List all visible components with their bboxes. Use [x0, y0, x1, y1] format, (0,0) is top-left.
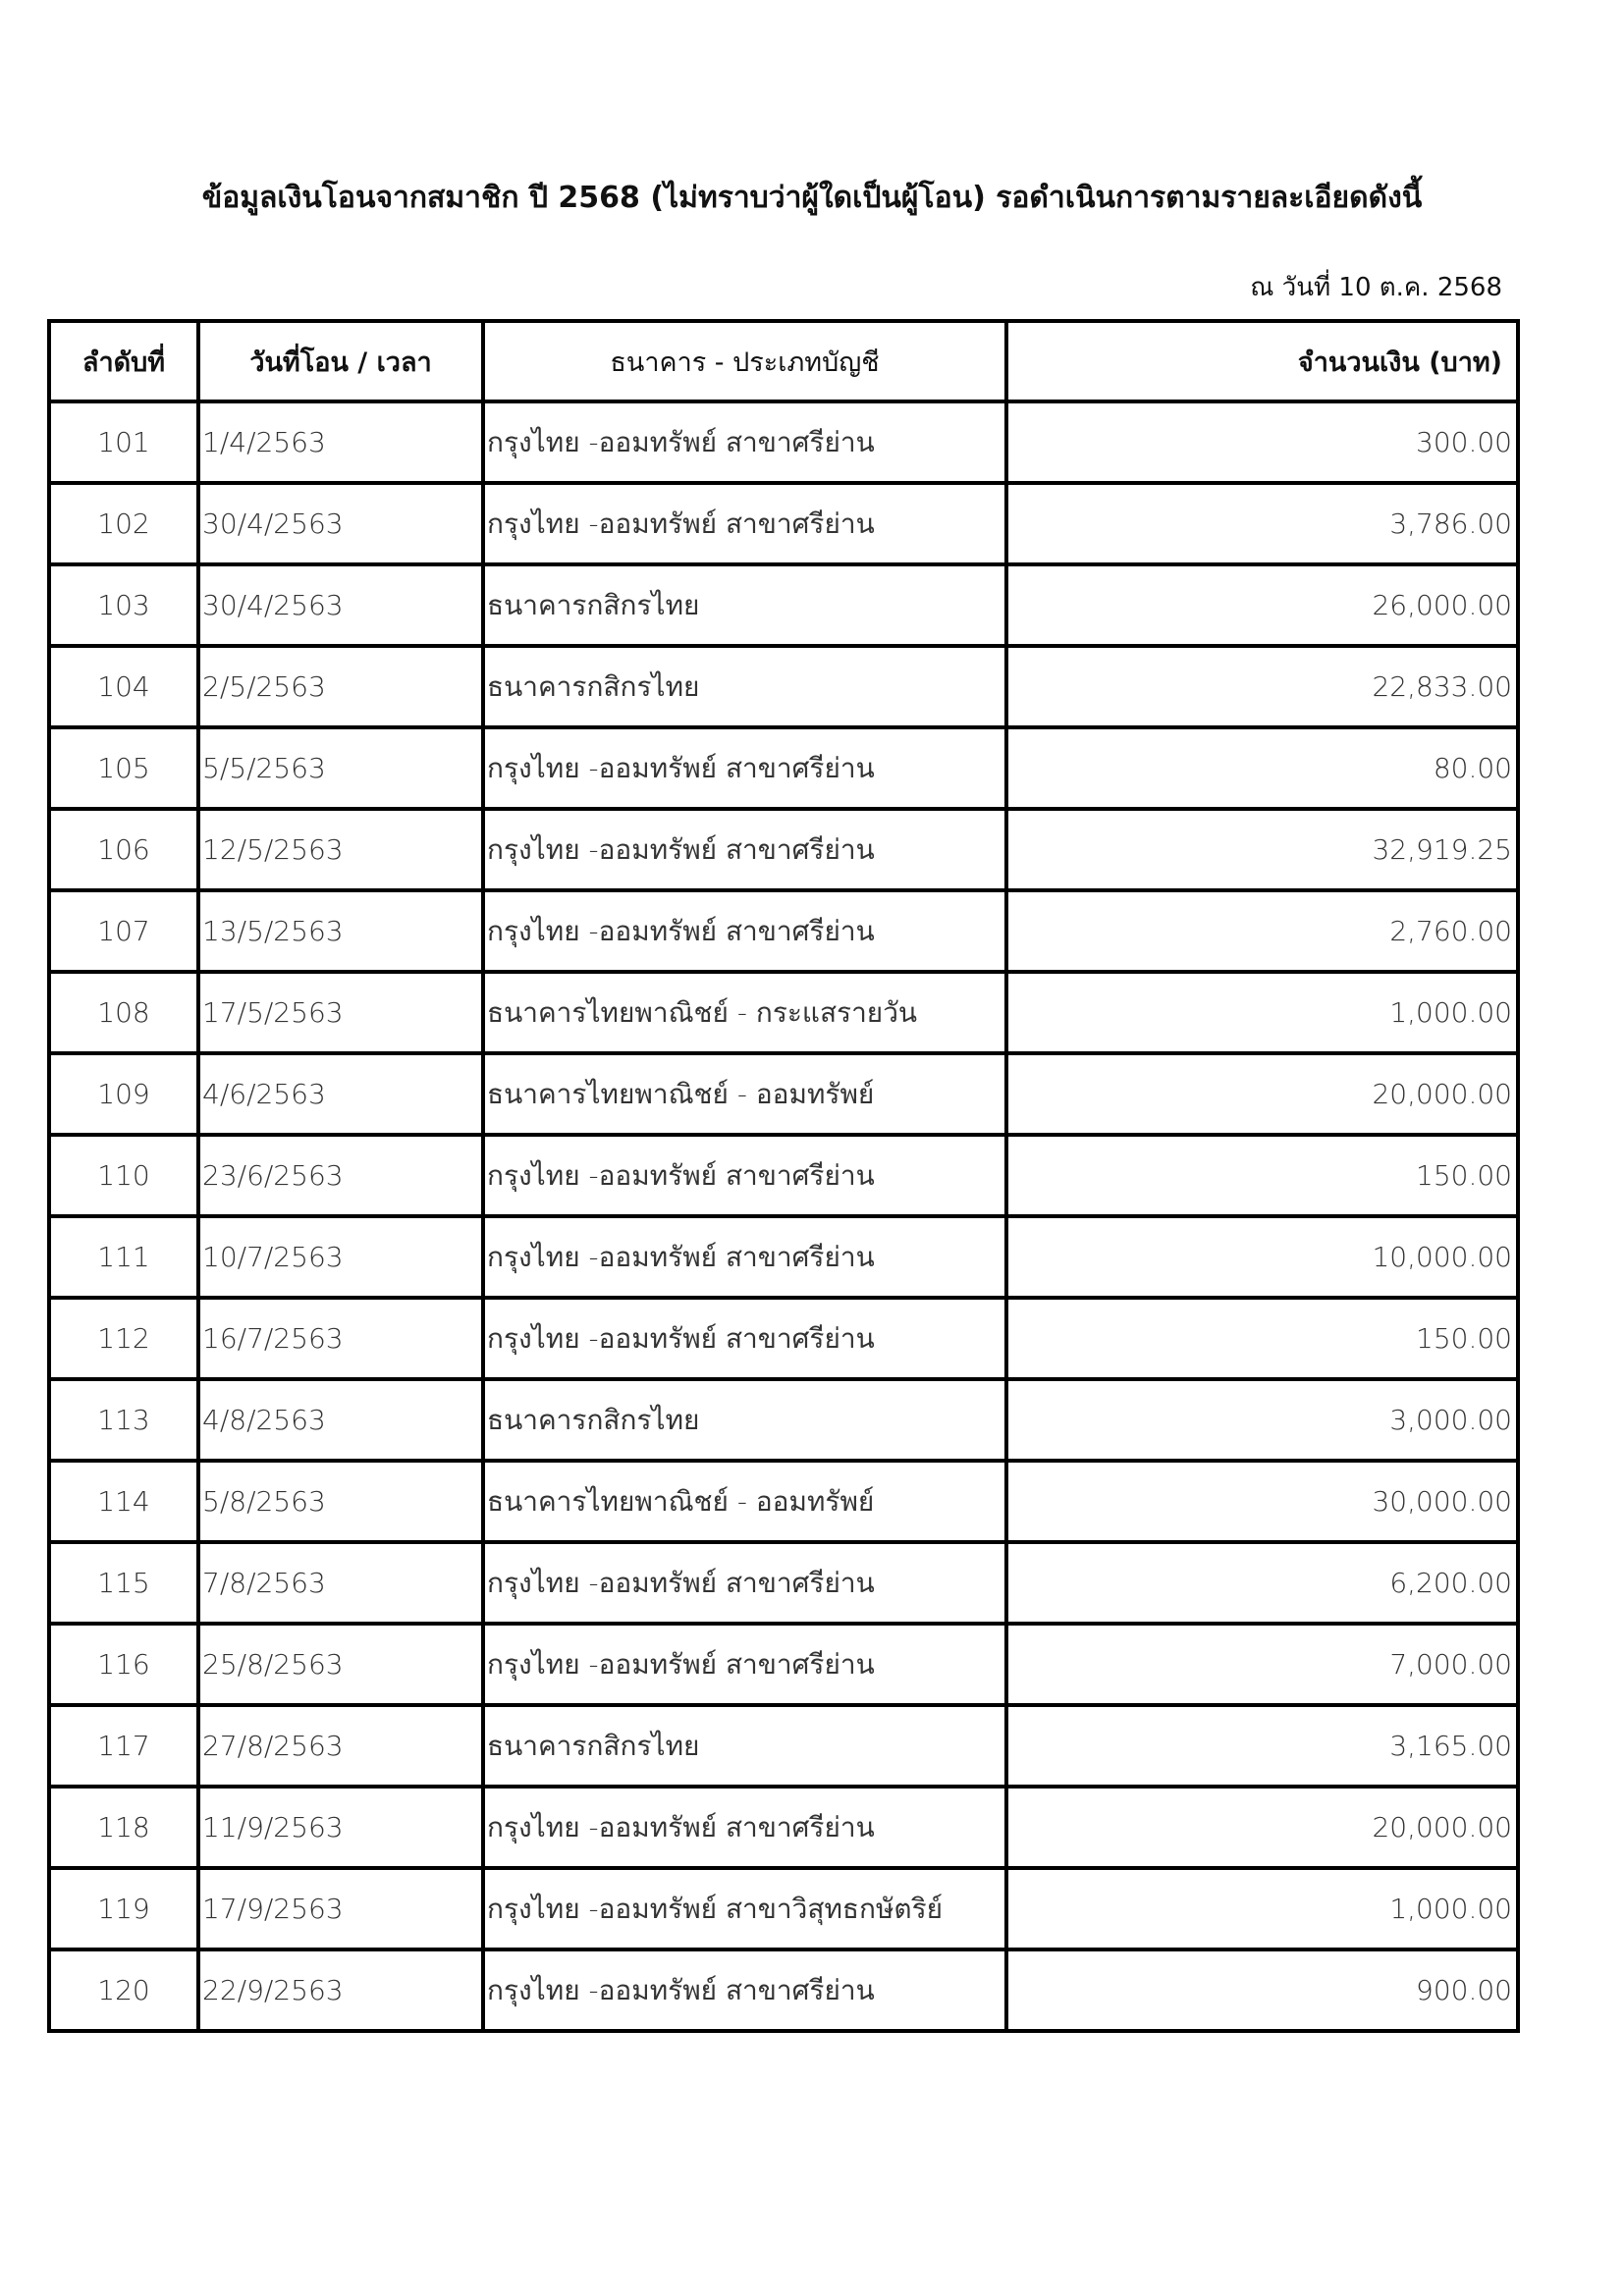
transfer-date: 5/5/2563	[198, 727, 483, 809]
amount: 26,000.00	[1006, 564, 1518, 646]
transfer-date: 13/5/2563	[198, 890, 483, 972]
row-number: 116	[49, 1624, 198, 1705]
row-number: 115	[49, 1542, 198, 1624]
row-number: 119	[49, 1868, 198, 1949]
table-row	[49, 1624, 1518, 1705]
transfer-date: 10/7/2563	[198, 1216, 483, 1298]
transfer-date: 7/8/2563	[198, 1542, 483, 1624]
bank-account-type: ธนาคารไทยพาณิชย์ - กระแสรายวัน	[483, 972, 1006, 1053]
table-row	[49, 646, 1518, 727]
transfer-date: 30/4/2563	[198, 483, 483, 564]
amount: 3,000.00	[1006, 1379, 1518, 1461]
row-number: 102	[49, 483, 198, 564]
table-row	[49, 483, 1518, 564]
bank-account-type: ธนาคารไทยพาณิชย์ - ออมทรัพย์	[483, 1053, 1006, 1135]
amount: 150.00	[1006, 1298, 1518, 1379]
bank-account-type: กรุงไทย -ออมทรัพย์ สาขาศรีย่าน	[483, 727, 1006, 809]
table-row	[49, 1787, 1518, 1868]
transfer-date: 12/5/2563	[198, 809, 483, 890]
amount: 20,000.00	[1006, 1053, 1518, 1135]
table-row	[49, 1298, 1518, 1379]
document-title: ข้อมูลเงินโอนจากสมาชิก ปี 2568 (ไม่ทราบว่าผู้ใดเป็นผู้โอน) รอดำเนินการตามรายละเอียดดังนี้	[201, 181, 1423, 215]
transfer-date: 27/8/2563	[198, 1705, 483, 1787]
table-row	[49, 1379, 1518, 1461]
transfer-date: 1/4/2563	[198, 401, 483, 483]
bank-account-type: ธนาคารกสิกรไทย	[483, 1705, 1006, 1787]
table-row	[49, 1053, 1518, 1135]
row-number: 101	[49, 401, 198, 483]
row-number: 104	[49, 646, 198, 727]
bank-account-type: กรุงไทย -ออมทรัพย์ สาขาวิสุทธกษัตริย์	[483, 1868, 1006, 1949]
table-row	[49, 972, 1518, 1053]
bank-account-type: กรุงไทย -ออมทรัพย์ สาขาศรีย่าน	[483, 1216, 1006, 1298]
table-row	[49, 1542, 1518, 1624]
transfer-date: 22/9/2563	[198, 1949, 483, 2031]
row-number: 114	[49, 1461, 198, 1542]
table-row	[49, 1461, 1518, 1542]
transfer-date: 23/6/2563	[198, 1135, 483, 1216]
transfer-date: 16/7/2563	[198, 1298, 483, 1379]
row-number: 111	[49, 1216, 198, 1298]
amount: 300.00	[1006, 401, 1518, 483]
amount: 7,000.00	[1006, 1624, 1518, 1705]
table-row	[49, 1868, 1518, 1949]
bank-account-type: กรุงไทย -ออมทรัพย์ สาขาศรีย่าน	[483, 1787, 1006, 1868]
header-date: วันที่โอน / เวลา	[198, 321, 483, 401]
transfer-table	[47, 319, 1520, 2033]
amount: 150.00	[1006, 1135, 1518, 1216]
bank-account-type: กรุงไทย -ออมทรัพย์ สาขาศรีย่าน	[483, 1542, 1006, 1624]
amount: 1,000.00	[1006, 1868, 1518, 1949]
row-number: 106	[49, 809, 198, 890]
bank-account-type: กรุงไทย -ออมทรัพย์ สาขาศรีย่าน	[483, 401, 1006, 483]
header-no: ลำดับที่	[49, 321, 198, 401]
amount: 1,000.00	[1006, 972, 1518, 1053]
amount: 2,760.00	[1006, 890, 1518, 972]
amount: 3,165.00	[1006, 1705, 1518, 1787]
row-number: 109	[49, 1053, 198, 1135]
table-row	[49, 1216, 1518, 1298]
bank-account-type: กรุงไทย -ออมทรัพย์ สาขาศรีย่าน	[483, 1624, 1006, 1705]
bank-account-type: ธนาคารกสิกรไทย	[483, 564, 1006, 646]
bank-account-type: กรุงไทย -ออมทรัพย์ สาขาศรีย่าน	[483, 890, 1006, 972]
row-number: 120	[49, 1949, 198, 2031]
row-number: 113	[49, 1379, 198, 1461]
amount: 30,000.00	[1006, 1461, 1518, 1542]
table-row	[49, 1705, 1518, 1787]
table-row	[49, 1135, 1518, 1216]
amount: 32,919.25	[1006, 809, 1518, 890]
transfer-date: 11/9/2563	[198, 1787, 483, 1868]
table-row	[49, 890, 1518, 972]
amount: 6,200.00	[1006, 1542, 1518, 1624]
table-row	[49, 1949, 1518, 2031]
amount: 3,786.00	[1006, 483, 1518, 564]
bank-account-type: กรุงไทย -ออมทรัพย์ สาขาศรีย่าน	[483, 1298, 1006, 1379]
table-row	[49, 564, 1518, 646]
amount: 20,000.00	[1006, 1787, 1518, 1868]
row-number: 112	[49, 1298, 198, 1379]
amount: 900.00	[1006, 1949, 1518, 2031]
row-number: 110	[49, 1135, 198, 1216]
bank-account-type: กรุงไทย -ออมทรัพย์ สาขาศรีย่าน	[483, 483, 1006, 564]
transfer-date: 5/8/2563	[198, 1461, 483, 1542]
table-row	[49, 401, 1518, 483]
transfer-date: 25/8/2563	[198, 1624, 483, 1705]
bank-account-type: กรุงไทย -ออมทรัพย์ สาขาศรีย่าน	[483, 1949, 1006, 2031]
bank-account-type: กรุงไทย -ออมทรัพย์ สาขาศรีย่าน	[483, 1135, 1006, 1216]
amount: 22,833.00	[1006, 646, 1518, 727]
amount: 10,000.00	[1006, 1216, 1518, 1298]
row-number: 105	[49, 727, 198, 809]
bank-account-type: ธนาคารกสิกรไทย	[483, 646, 1006, 727]
table-row	[49, 809, 1518, 890]
header-amount: จำนวนเงิน (บาท)	[1006, 321, 1518, 401]
bank-account-type: ธนาคารกสิกรไทย	[483, 1379, 1006, 1461]
as-of-date: ณ วันที่ 10 ต.ค. 2568	[1250, 273, 1502, 302]
row-number: 118	[49, 1787, 198, 1868]
table-row	[49, 727, 1518, 809]
bank-account-type: ธนาคารไทยพาณิชย์ - ออมทรัพย์	[483, 1461, 1006, 1542]
transfer-date: 4/8/2563	[198, 1379, 483, 1461]
row-number: 108	[49, 972, 198, 1053]
transfer-date: 17/9/2563	[198, 1868, 483, 1949]
transfer-date: 4/6/2563	[198, 1053, 483, 1135]
transfer-date: 17/5/2563	[198, 972, 483, 1053]
transfer-date: 2/5/2563	[198, 646, 483, 727]
header-bank: ธนาคาร - ประเภทบัญชี	[483, 321, 1006, 401]
amount: 80.00	[1006, 727, 1518, 809]
row-number: 117	[49, 1705, 198, 1787]
row-number: 107	[49, 890, 198, 972]
bank-account-type: กรุงไทย -ออมทรัพย์ สาขาศรีย่าน	[483, 809, 1006, 890]
transfer-date: 30/4/2563	[198, 564, 483, 646]
table-header-row	[49, 321, 1518, 401]
row-number: 103	[49, 564, 198, 646]
